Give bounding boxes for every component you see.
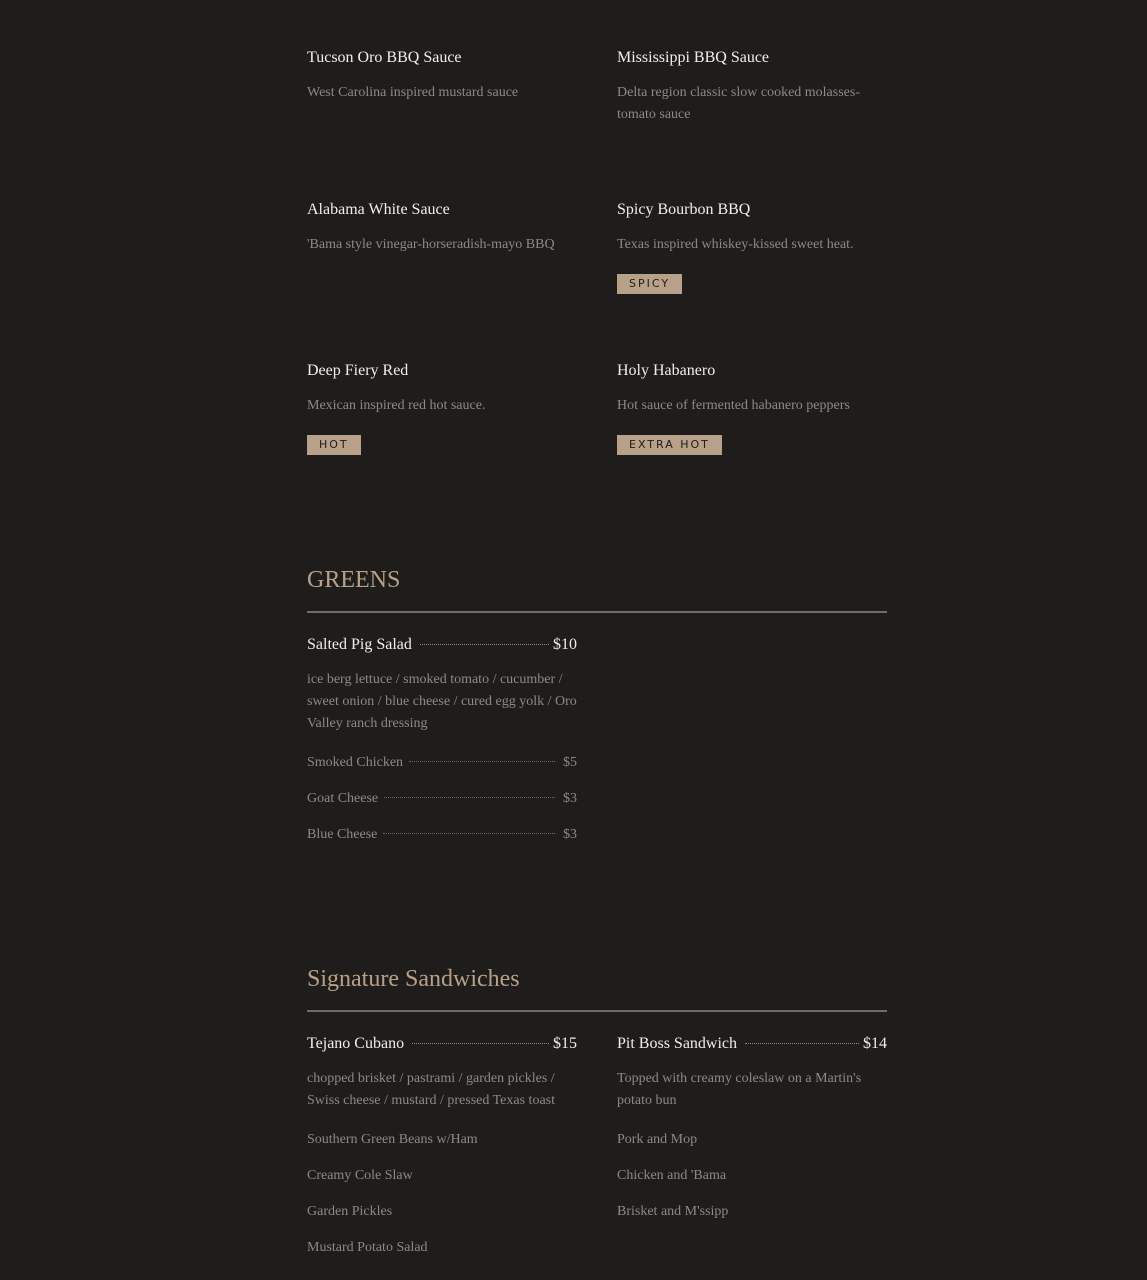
section-heading-sandwiches: Signature Sandwiches [307,966,520,992]
sauce-title: Spicy Bourbon BBQ [617,201,751,218]
addon-row [307,825,577,845]
sauce-title: Alabama White Sauce [307,201,450,218]
dot-leader [420,644,549,645]
sauce-title: Deep Fiery Red [307,362,409,379]
sauce-title: Mississippi BBQ Sauce [617,49,770,66]
item-price: $10 [553,636,577,653]
sauce-description: West Carolina inspired mustard sauce [307,85,519,100]
dot-leader [384,797,555,798]
section-divider [307,1010,887,1012]
side-option: Pork and Mop [617,1132,698,1147]
spice-level-badge: HOT [307,435,361,455]
addon-name: Blue Cheese [307,827,378,842]
menu-item-pit-boss-sandwich [617,1034,887,1222]
menu-item-salted-pig-salad [307,635,577,845]
sauce-item [617,361,887,455]
sauce-item [307,48,577,104]
sauce-item [307,361,577,455]
sauce-description: Texas inspired whiskey-kissed sweet heat. [617,237,854,252]
addon-price: $3 [563,827,577,842]
addon-price: $3 [563,791,577,806]
spice-level-badge: EXTRA HOT [617,435,722,455]
addon-row [307,753,577,773]
sauce-item [307,200,577,256]
item-header [617,1034,887,1054]
addon-name: Smoked Chicken [307,755,404,770]
sauce-title: Holy Habanero [617,362,716,379]
item-description: ice berg lettuce / smoked tomato / cucumber / sweet onion / blue cheese / cured egg yolk / Oro Valley ranch dressing [307,672,577,731]
side-option: Southern Green Beans w/Ham [307,1132,478,1147]
item-price: $15 [553,1035,577,1052]
addon-price: $5 [563,755,577,770]
item-description: chopped brisket / pastrami / garden pickles / Swiss cheese / mustard / pressed Texas toast [307,1071,555,1108]
sauce-title: Tucson Oro BBQ Sauce [307,49,462,66]
menu-item-tejano-cubano [307,1034,577,1258]
sauce-description: Delta region classic slow cooked molasses-tomato sauce [617,85,860,122]
section-heading-greens: GREENS [307,567,401,593]
item-name: Pit Boss Sandwich [617,1035,738,1052]
side-option: Creamy Cole Slaw [307,1168,413,1183]
item-price: $14 [863,1035,887,1052]
dot-leader [409,761,555,762]
sauce-item [617,200,887,294]
addon-row [307,789,577,809]
addon-name: Goat Cheese [307,791,379,806]
item-header [307,635,577,655]
spice-level-badge: SPICY [617,274,682,294]
sauce-description: 'Bama style vinegar-horseradish-mayo BBQ [307,237,555,252]
sauce-description: Hot sauce of fermented habanero peppers [617,398,850,413]
item-name: Salted Pig Salad [307,636,412,653]
dot-leader [383,833,555,834]
side-option: Brisket and M'ssipp [617,1204,729,1219]
side-option: Garden Pickles [307,1204,393,1219]
side-option: Mustard Potato Salad [307,1240,428,1255]
item-name: Tejano Cubano [307,1035,405,1052]
item-description: Topped with creamy coleslaw on a Martin's potato bun [617,1071,862,1108]
dot-leader [745,1043,859,1044]
side-option: Chicken and 'Bama [617,1168,727,1183]
dot-leader [412,1043,549,1044]
item-header [307,1034,577,1054]
sauce-item [617,48,887,126]
section-divider [307,611,887,613]
sauce-description: Mexican inspired red hot sauce. [307,398,486,413]
